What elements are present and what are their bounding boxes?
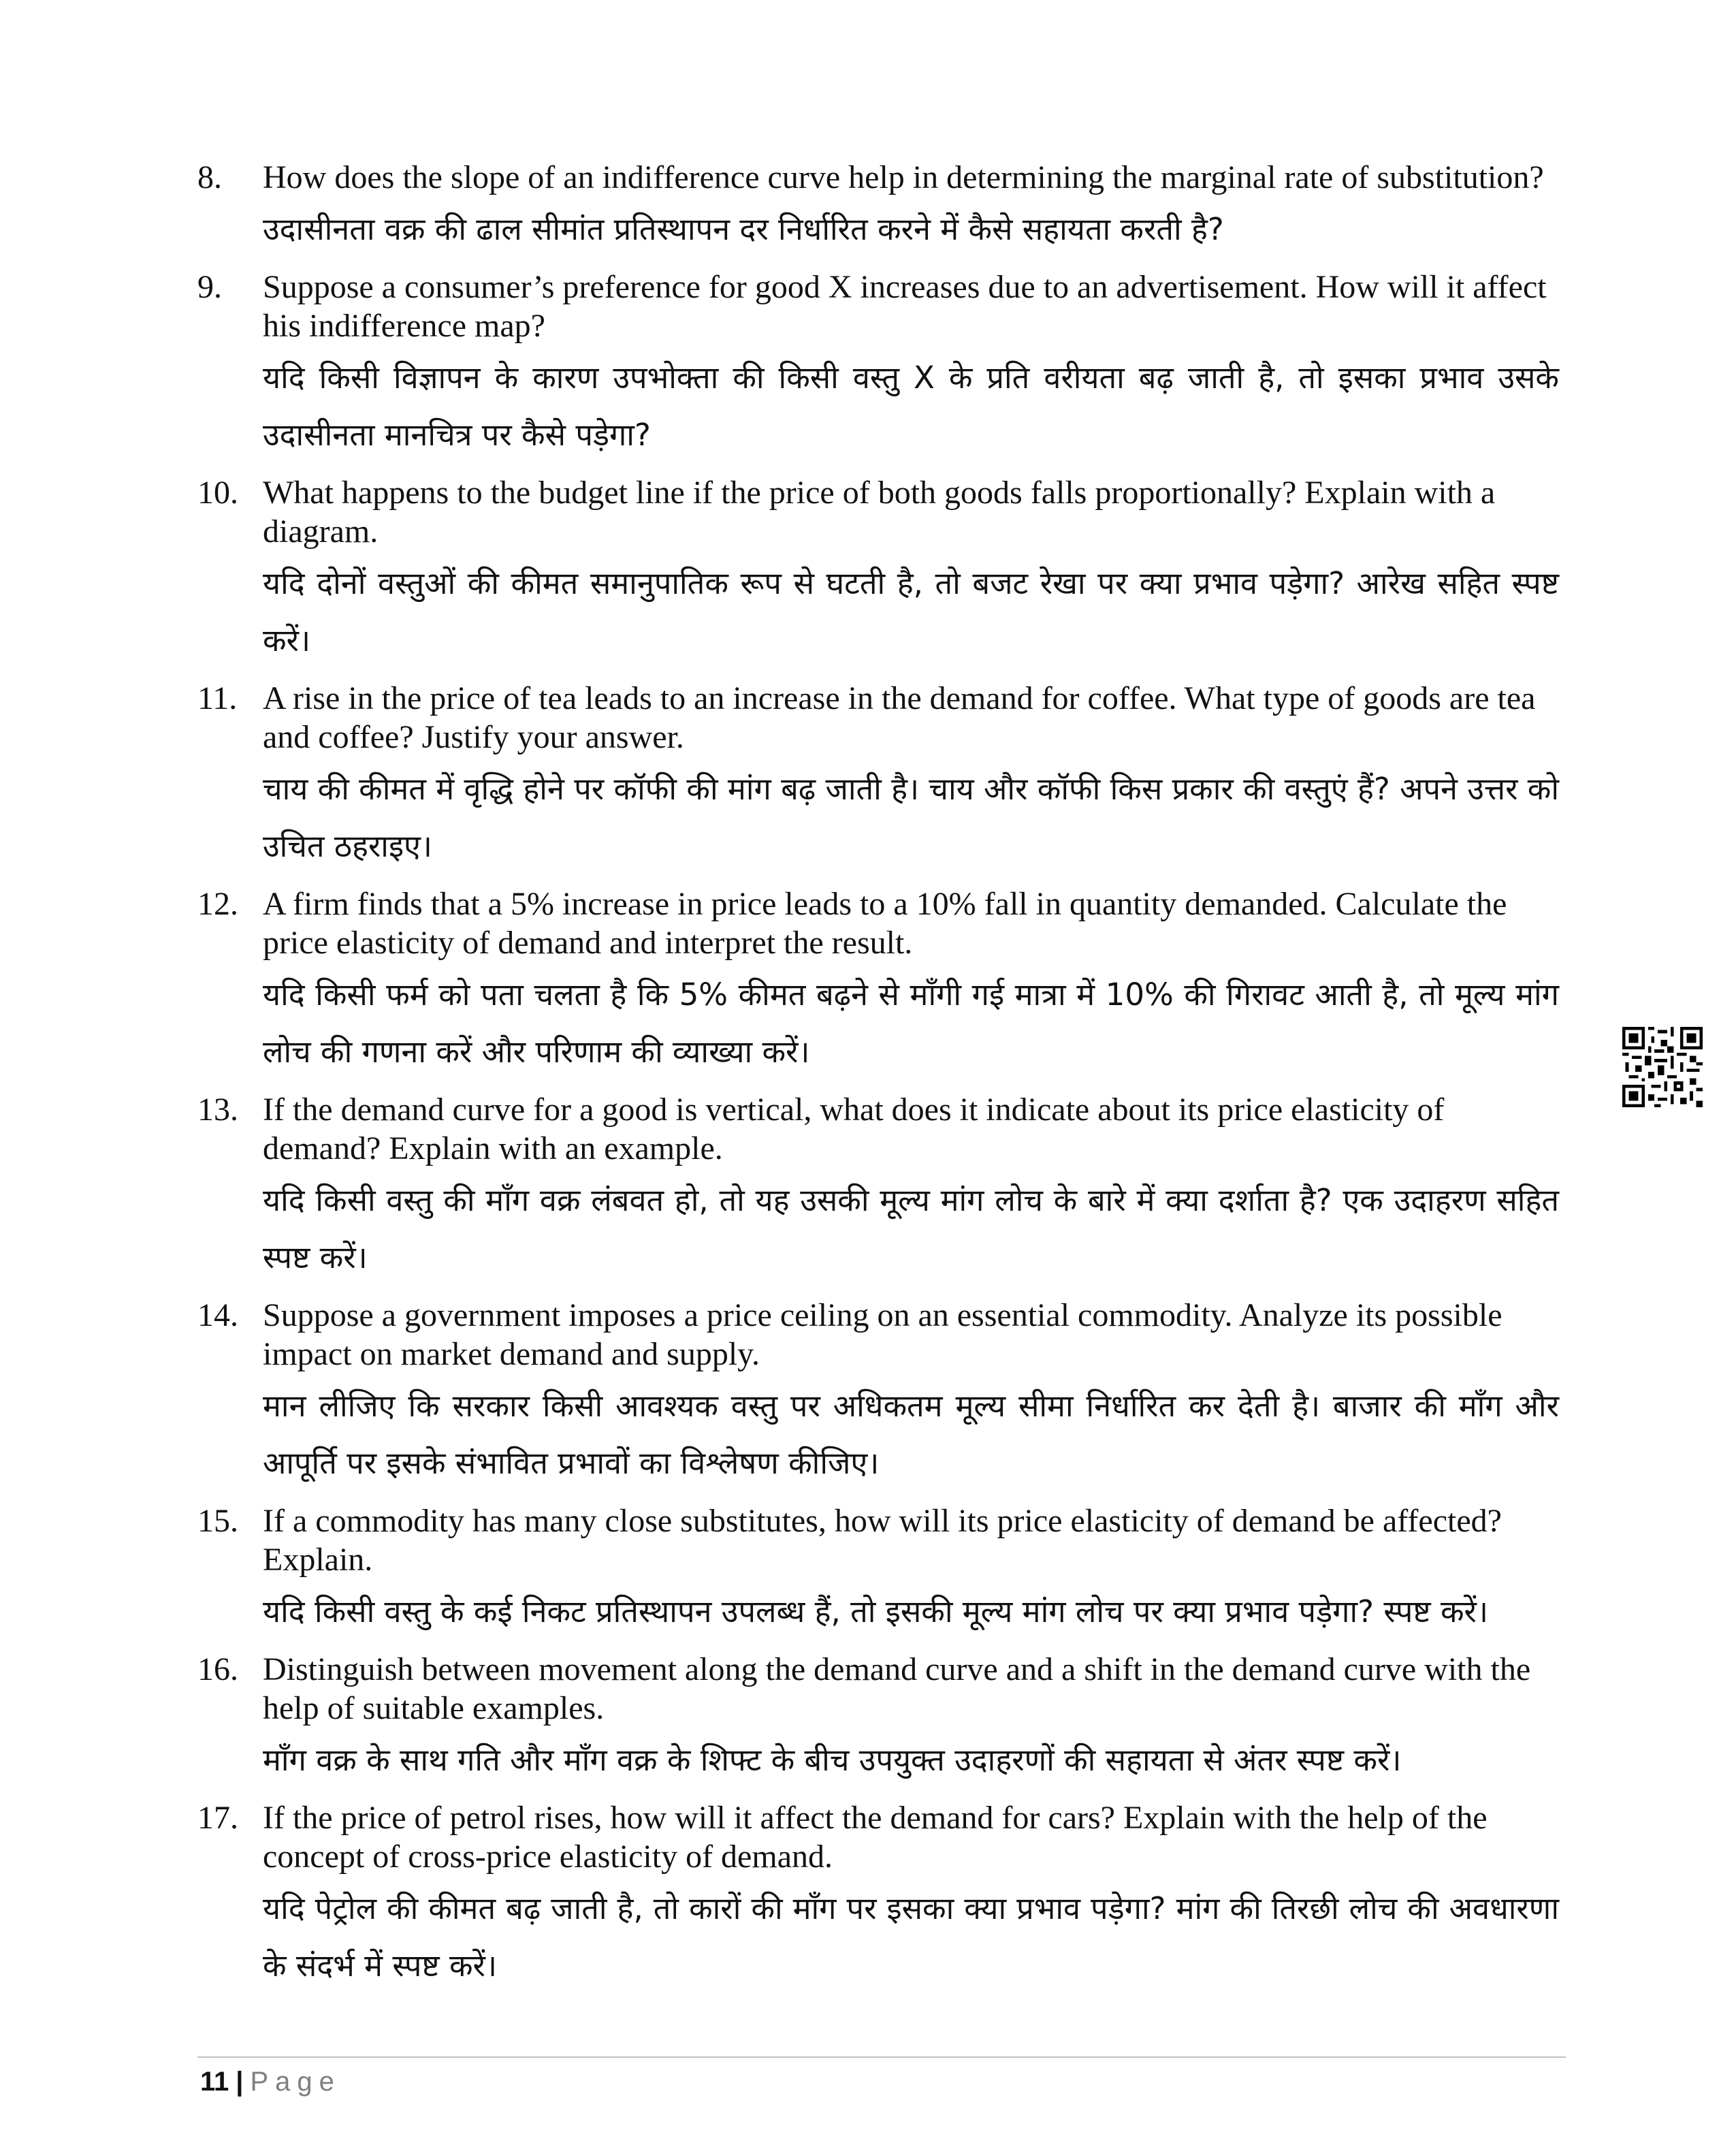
question-text-english: What happens to the budget line if the price of both goods falls proportionally? Explain with a diagram. bbox=[263, 475, 1496, 550]
question-number: 13. bbox=[197, 1092, 238, 1128]
question-item bbox=[197, 1502, 1559, 1640]
question-text-hindi: यदि किसी फर्म को पता चलता है कि 5% कीमत बढ़ने से माँगी गई मात्रा में 10% की गिरावट आती है, तो मूल्य मांग लोच की गणना करें और परिणाम की व्याख्या करें। bbox=[263, 976, 1559, 1070]
question-text-english: Distinguish between movement along the demand curve and a shift in the demand curve with the help of suitable examples. bbox=[263, 1651, 1531, 1726]
page-label: Page bbox=[250, 2067, 341, 2097]
question-item bbox=[197, 473, 1559, 669]
question-number: 9. bbox=[197, 269, 222, 305]
question-text-hindi: उदासीनता वक्र की ढाल सीमांत प्रतिस्थापन दर निर्धारित करने में कैसे सहायता करती है? bbox=[263, 211, 1224, 247]
qr-code-icon bbox=[1622, 1027, 1703, 1107]
footer-separator: | bbox=[236, 2067, 244, 2097]
question-text-hindi: मान लीजिए कि सरकार किसी आवश्यक वस्तु पर अधिकतम मूल्य सीमा निर्धारित कर देती है। बाजार की माँग और आपूर्ति पर इसके संभावित प्रभावों का विश्लेषण कीजिए। bbox=[263, 1388, 1559, 1481]
question-text-hindi: चाय की कीमत में वृद्धि होने पर कॉफी की मांग बढ़ जाती है। चाय और कॉफी किस प्रकार की वस्तुएं हैं? अपने उत्तर को उचित ठहराइए। bbox=[263, 771, 1559, 864]
question-text-english: If the price of petrol rises, how will it affect the demand for cars? Explain with the help of the concept of cross-price elasticity of demand. bbox=[263, 1800, 1488, 1875]
question-item bbox=[197, 885, 1559, 1081]
question-text-english: How does the slope of an indifference curve help in determining the marginal rate of substitution? bbox=[263, 159, 1544, 195]
question-number: 17. bbox=[197, 1800, 238, 1836]
question-item bbox=[197, 1650, 1559, 1789]
question-number: 15. bbox=[197, 1503, 238, 1539]
question-text-english: A rise in the price of tea leads to an increase in the demand for coffee. What type of goods are tea and coffee? Justify your answer. bbox=[263, 680, 1536, 755]
question-text-english: If the demand curve for a good is vertical, what does it indicate about its price elasticity of demand? Explain with an example. bbox=[263, 1092, 1445, 1166]
question-number: 10. bbox=[197, 475, 238, 511]
question-text-english: Suppose a government imposes a price ceiling on an essential commodity. Analyze its possible impact on market demand and supply. bbox=[263, 1297, 1502, 1372]
page-number: 11 bbox=[200, 2067, 229, 2097]
question-text-hindi: यदि किसी वस्तु की माँग वक्र लंबवत हो, तो यह उसकी मूल्य मांग लोच के बारे में क्या दर्शाता है? एक उदाहरण सहित स्पष्ट करें। bbox=[263, 1182, 1559, 1275]
question-item bbox=[197, 1296, 1559, 1492]
question-number: 16. bbox=[197, 1651, 238, 1687]
question-number: 11. bbox=[197, 680, 238, 716]
question-text-english: If a commodity has many close substitutes, how will its price elasticity of demand be affected? Explain. bbox=[263, 1503, 1502, 1578]
question-item bbox=[197, 268, 1559, 464]
question-text-hindi: यदि किसी विज्ञापन के कारण उपभोक्ता की किसी वस्तु X के प्रति वरीयता बढ़ जाती है, तो इसका प्रभाव उसके उदासीनता मानचित्र पर कैसे पड़ेगा? bbox=[263, 360, 1559, 453]
question-text-hindi: माँग वक्र के साथ गति और माँग वक्र के शिफ्ट के बीच उपयुक्त उदाहरणों की सहायता से अंतर स्पष्ट करें। bbox=[263, 1742, 1402, 1778]
question-text-hindi: यदि दोनों वस्तुओं की कीमत समानुपातिक रूप से घटती है, तो बजट रेखा पर क्या प्रभाव पड़ेगा? आरेख सहित स्पष्ट करें। bbox=[263, 565, 1559, 658]
question-number: 12. bbox=[197, 886, 238, 922]
question-list bbox=[197, 158, 1559, 2004]
question-item bbox=[197, 1090, 1559, 1286]
question-text-hindi: यदि किसी वस्तु के कई निकट प्रतिस्थापन उपलब्ध हैं, तो इसकी मूल्य मांग लोच पर क्या प्रभाव पड़ेगा? स्पष्ट करें। bbox=[263, 1593, 1489, 1630]
question-item bbox=[197, 158, 1559, 258]
question-text-english: Suppose a consumer’s preference for good X increases due to an advertisement. How will it affect his indifference map? bbox=[263, 269, 1547, 344]
question-item bbox=[197, 1798, 1559, 1995]
question-text-hindi: यदि पेट्रोल की कीमत बढ़ जाती है, तो कारों की माँग पर इसका क्या प्रभाव पड़ेगा? मांग की तिरछी लोच की अवधारणा के संदर्भ में स्पष्ट करें। bbox=[263, 1890, 1559, 1984]
question-item bbox=[197, 679, 1559, 875]
question-number: 14. bbox=[197, 1297, 238, 1333]
page-footer bbox=[200, 2065, 341, 2099]
footer-divider bbox=[197, 2056, 1566, 2058]
question-text-english: A firm finds that a 5% increase in price leads to a 10% fall in quantity demanded. Calculate the price elasticity of demand and interpret the result. bbox=[263, 886, 1507, 961]
question-number: 8. bbox=[197, 159, 222, 195]
